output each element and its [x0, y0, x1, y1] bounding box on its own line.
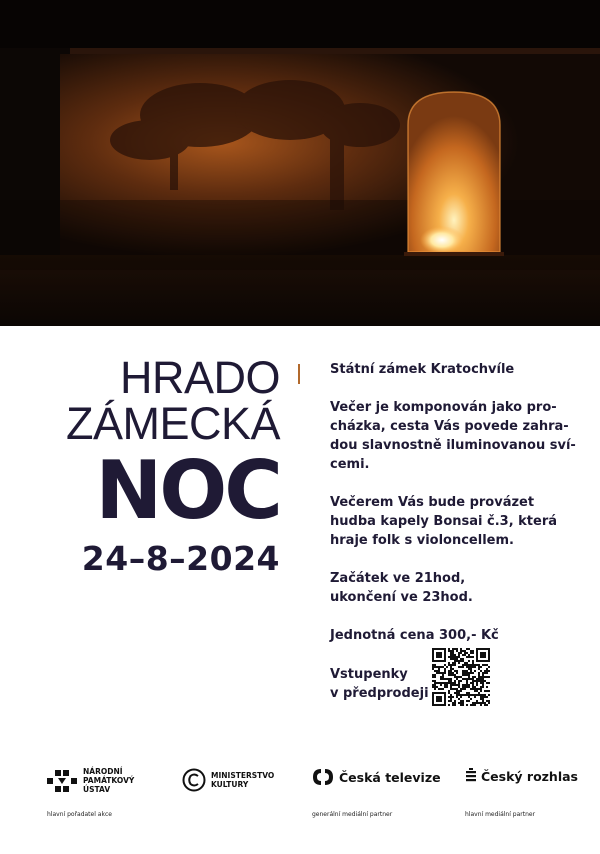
- ct-name: Česká televize: [339, 769, 441, 785]
- desc1-line: dou slavnostně iluminovanou sví-: [330, 438, 576, 453]
- caption-main-organizer: hlavní pořadatel akce: [47, 811, 112, 818]
- npu-emblem-icon: [47, 770, 77, 792]
- title-line-hrado: HRADO: [119, 352, 280, 403]
- time-line: ukončení ve 23hod.: [330, 590, 473, 605]
- event-info: [330, 360, 580, 645]
- candle-lantern-photo: [0, 0, 600, 326]
- caption-general-media-partner: generální mediální partner: [312, 811, 393, 818]
- desc1-line: cemi.: [330, 457, 370, 472]
- accent-divider: [298, 364, 300, 384]
- desc1-line: cházka, cesta Vás povede zahra-: [330, 419, 569, 434]
- npu-line: PAMÁTKOVÝ: [83, 776, 135, 785]
- tickets-line: Vstupenky: [330, 667, 408, 682]
- desc1-line: Večer je komponován jako pro-: [330, 400, 557, 415]
- title-line-zamecka: ZÁMECKÁ: [65, 398, 280, 449]
- npu-logo: [47, 767, 134, 794]
- ticket-price: Jednotná cena 300,- Kč: [330, 628, 499, 643]
- event-time: [330, 569, 580, 607]
- venue-name: Státní zámek Kratochvíle: [330, 362, 515, 377]
- description-paragraph-1: [330, 398, 580, 474]
- ct-emblem-icon: [312, 768, 334, 786]
- tickets-line: v předprodeji: [330, 686, 429, 701]
- title-line-noc: NOC: [95, 444, 280, 537]
- ceska-televize-logo: [312, 768, 441, 786]
- event-date: 24–8–2024: [81, 539, 280, 578]
- npu-line: ÚSTAV: [83, 785, 111, 794]
- desc2-line: hraje folk s violoncellem.: [330, 533, 514, 548]
- cr-emblem-icon: [465, 768, 477, 784]
- cr-name: Český rozhlas: [481, 768, 578, 784]
- ministry-of-culture-logo: [182, 768, 274, 792]
- mk-line: MINISTERSTVO: [211, 771, 275, 780]
- caption-main-media-partner: hlavní mediální partner: [465, 811, 536, 818]
- cesky-rozhlas-logo: [465, 768, 578, 784]
- desc2-line: Večerem Vás bude provázet: [330, 495, 535, 510]
- time-line: Začátek ve 21hod,: [330, 571, 466, 586]
- event-title: [30, 352, 280, 579]
- mk-line: KULTURY: [211, 780, 249, 789]
- ministry-emblem-icon: [182, 768, 206, 792]
- tickets-presale: [330, 665, 429, 703]
- desc2-line: hudba kapely Bonsai č.3, která: [330, 514, 558, 529]
- description-paragraph-2: [330, 493, 580, 550]
- npu-line: NÁRODNÍ: [83, 767, 123, 776]
- qr-code-icon[interactable]: [432, 648, 490, 706]
- header-photo: [0, 0, 600, 326]
